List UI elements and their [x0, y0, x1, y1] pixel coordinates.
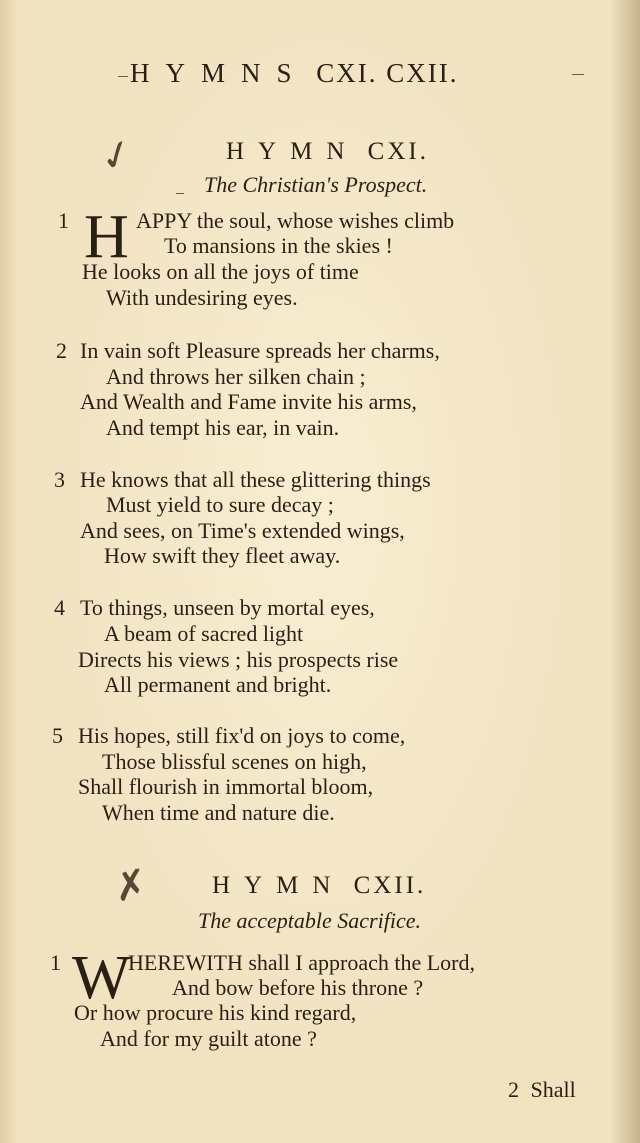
verse-line: And bow before his throne ?: [172, 975, 424, 1000]
drop-cap: H: [84, 203, 129, 271]
verse-line: Shall flourish in immortal bloom,: [78, 774, 374, 799]
decorative-dash: [176, 193, 184, 194]
verse-line: Or how procure his kind regard,: [74, 1000, 357, 1025]
verse-line: And throws her silken chain ;: [106, 364, 366, 389]
verse-line: APPY the soul, whose wishes climb: [136, 208, 455, 233]
verse-line: Those blissful scenes on high,: [102, 749, 367, 774]
decorative-dash: [118, 76, 128, 77]
hymn-title-word: HYMN: [226, 138, 359, 165]
verse-line: Must yield to sure decay ;: [106, 492, 334, 517]
stanza-number: 1: [58, 208, 69, 233]
hymn-title: [212, 872, 426, 900]
stanza-number: 5: [52, 723, 63, 748]
verse-line: All permanent and bright.: [104, 672, 332, 697]
stanza-number: 4: [54, 595, 65, 620]
hymn-title-number: CXI.: [367, 138, 429, 165]
verse-line: In vain soft Pleasure spreads her charms,: [80, 338, 440, 363]
hymn-subtitle: The Christian's Prospect.: [204, 172, 428, 197]
verse-line: HEREWITH shall I approach the Lord,: [128, 950, 475, 975]
running-head: [130, 58, 459, 89]
verse-line: And Wealth and Fame invite his arms,: [80, 389, 417, 414]
verse-line: With undesiring eyes.: [106, 285, 298, 310]
hymn-subtitle: The acceptable Sacrifice.: [198, 908, 421, 933]
verse-line: Directs his views ; his prospects rise: [78, 647, 399, 672]
margin-cross-mark: ✗: [110, 860, 152, 911]
decorative-dash: [572, 74, 584, 75]
verse-line: When time and nature die.: [102, 800, 335, 825]
catchword: [508, 1077, 576, 1103]
verse-line: And sees, on Time's extended wings,: [80, 518, 405, 543]
running-head-word: HYMNS: [130, 58, 308, 88]
verse-line: A beam of sacred light: [104, 621, 304, 646]
verse-line: To mansions in the skies !: [164, 233, 393, 258]
catchword-text: Shall: [530, 1077, 576, 1102]
verse-line: And for my guilt atone ?: [100, 1026, 317, 1051]
verse-line: To things, unseen by mortal eyes,: [80, 595, 375, 620]
stanza-number: 3: [54, 467, 65, 492]
verse-line: His hopes, still fix'd on joys to come,: [78, 723, 406, 748]
verse-line: How swift they fleet away.: [104, 543, 341, 568]
running-head-numbers: CXI. CXII.: [316, 58, 459, 88]
signature-mark: 2: [508, 1077, 519, 1102]
hymn-title-number: CXII.: [353, 872, 427, 899]
hymn-title-word: HYMN: [212, 872, 345, 899]
drop-cap: W: [72, 944, 131, 1012]
stanza-number: 2: [56, 338, 67, 363]
margin-check-mark: ✓: [93, 128, 141, 183]
verse-line: He knows that all these glittering things: [80, 467, 431, 492]
verse-line: And tempt his ear, in vain.: [106, 415, 340, 440]
hymn-title: [226, 138, 429, 166]
verse-line: He looks on all the joys of time: [82, 259, 359, 284]
stanza-number: 1: [50, 950, 61, 975]
